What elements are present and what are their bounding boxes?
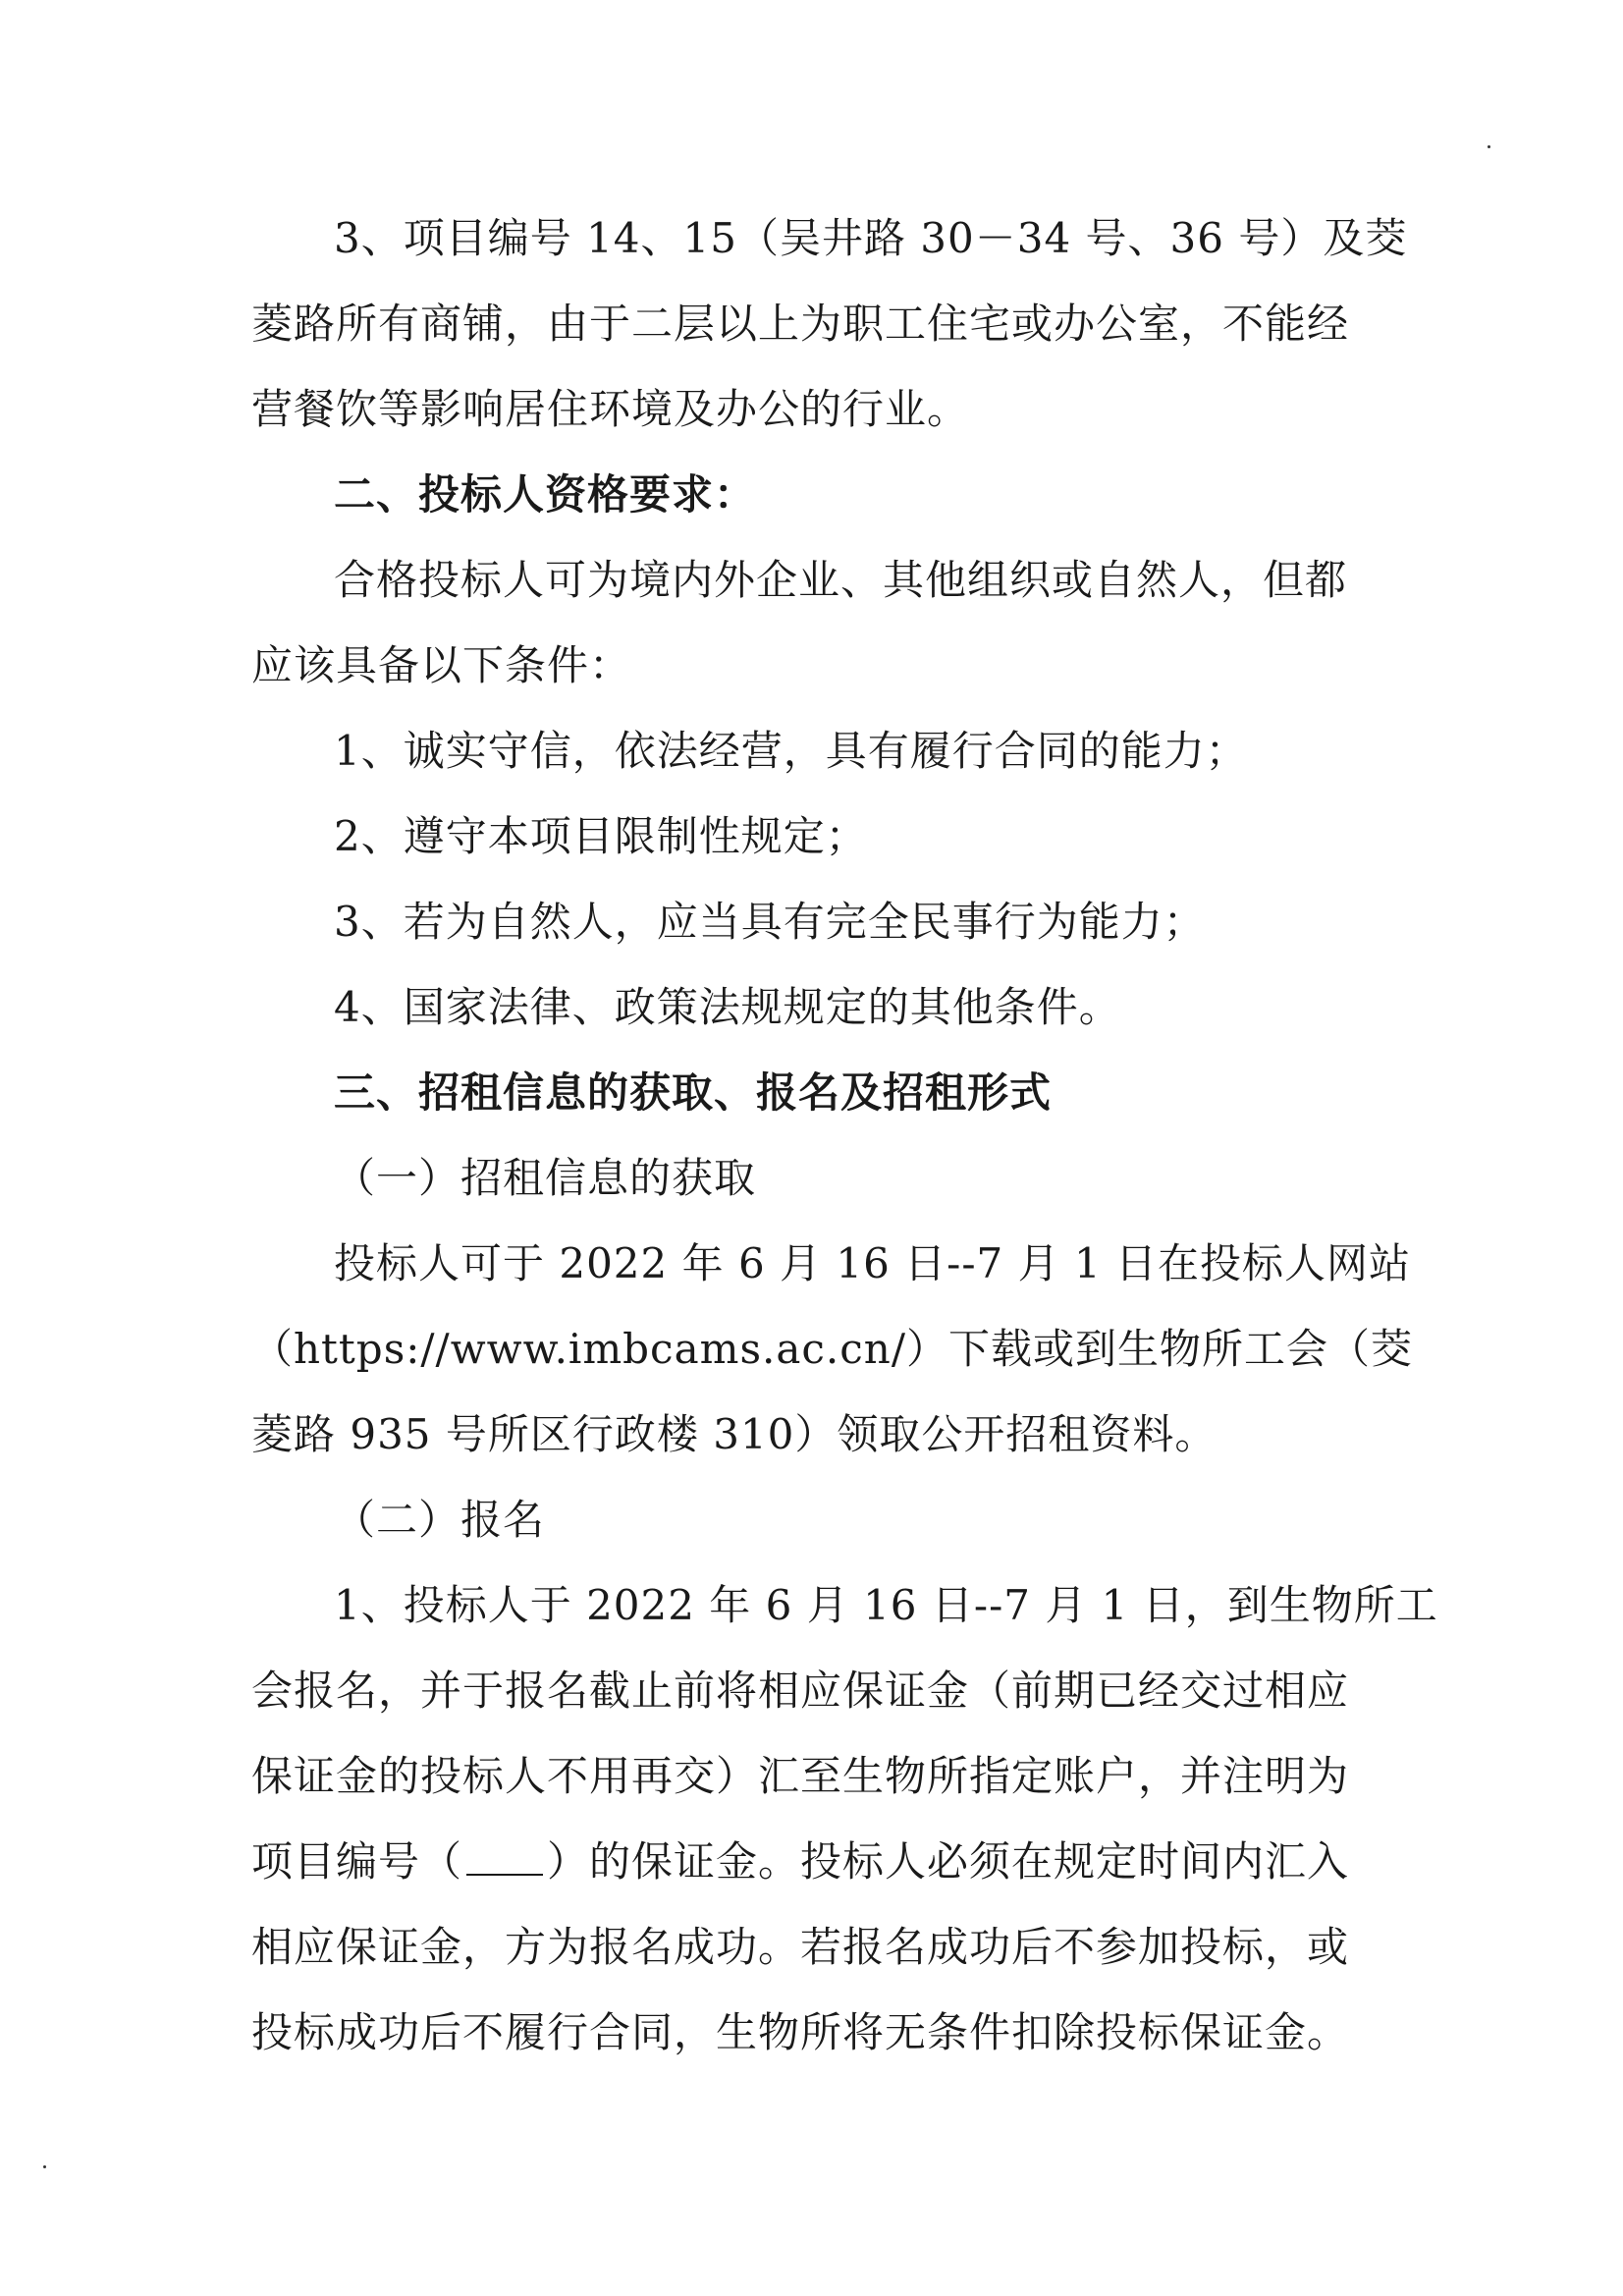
list-item-1: 1、诚实守信，依法经营，具有履行合同的能力； — [334, 727, 1248, 775]
scan-speck — [1488, 145, 1490, 148]
paragraph-line-18: 会报名，并于报名截止前将相应保证金（前期已经交过相应 — [251, 1667, 1350, 1715]
paragraph-line-20 — [251, 1834, 1349, 1889]
scan-speck — [43, 2165, 46, 2168]
line-20-before-blank: 项目编号（ — [251, 1837, 463, 1886]
list-item-2: 2、遵守本项目限制性规定； — [334, 812, 868, 860]
subsection-heading-2: （二）报名 — [334, 1496, 546, 1544]
paragraph-line-13: 投标人可于 2022 年 6 月 16 日--7 月 1 日在投标人网站 — [334, 1239, 1412, 1287]
paragraph-line-2: 菱路所有商铺，由于二层以上为职工住宅或办公室，不能经 — [251, 300, 1350, 348]
paragraph-line-5: 合格投标人可为境内外企业、其他组织或自然人，但都 — [334, 556, 1348, 604]
project-number-blank — [466, 1844, 543, 1876]
website-line: （https://www.imbcams.ac.cn/）下载或到生物所工会（茭 — [251, 1325, 1413, 1373]
paragraph-line-21: 相应保证金，方为报名成功。若报名成功后不参加投标，或 — [251, 1923, 1350, 1971]
paragraph-line-3: 营餐饮等影响居住环境及办公的行业。 — [251, 385, 970, 433]
paragraph-line-15: 菱路 935 号所区行政楼 310）领取公开招租资料。 — [251, 1410, 1217, 1458]
line-20-after-blank: ）的保证金。投标人必须在规定时间内汇入 — [547, 1837, 1350, 1886]
paragraph-line-22: 投标成功后不履行合同，生物所将无条件扣除投标保证金。 — [251, 2008, 1350, 2056]
list-item-3: 3、若为自然人，应当具有完全民事行为能力； — [334, 898, 1206, 946]
section-heading-3: 三、招租信息的获取、报名及招租形式 — [334, 1068, 1053, 1117]
list-item-4: 4、国家法律、政策法规规定的其他条件。 — [334, 983, 1121, 1031]
paragraph-line-1: 3、项目编号 14、15（吴井路 30－34 号、36 号）及茭 — [334, 214, 1408, 262]
paragraph-line-17: 1、投标人于 2022 年 6 月 16 日--7 月 1 日，到生物所工 — [334, 1581, 1438, 1629]
section-heading-2: 二、投标人资格要求： — [334, 470, 757, 519]
subsection-heading-1: （一）招租信息的获取 — [334, 1154, 757, 1202]
paragraph-line-6: 应该具备以下条件： — [251, 641, 632, 689]
paragraph-line-19: 保证金的投标人不用再交）汇至生物所指定账户，并注明为 — [251, 1752, 1350, 1800]
